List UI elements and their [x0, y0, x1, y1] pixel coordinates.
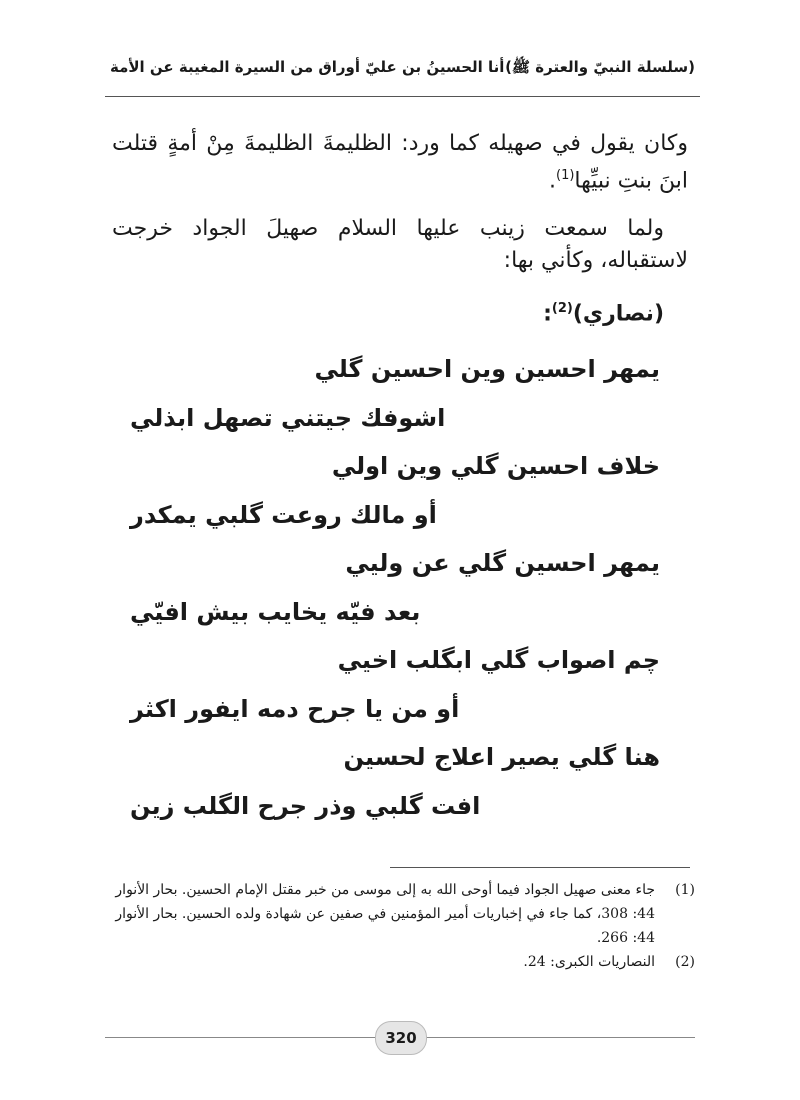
poem-line: يمهر احسين گلي عن وليي — [345, 549, 660, 577]
poem-label: (نصاري)$^{(2)}$: — [543, 301, 664, 327]
poem-line: خلاف احسين گلي وين اولي — [331, 452, 660, 480]
poem-line: اشوفك جيتني تصهل ابذلي — [130, 403, 446, 432]
paragraph: وكان يقول في صهيله كما ورد: الظليمةَ الظليمةَ مِنْ أمةٍ قتلت ابنَ بنتِ نبيِّها$^{(1)}$. — [112, 131, 688, 194]
footnote-ref[interactable]: (2) — [551, 301, 573, 317]
footnote: (1) جاء معنى صهيل الجواد فيما أوحى الله به إلى موسى من خبر مقتل الإمام الحسين. بحار الأنوار 44: 308، كما جاء في إخباريات أمير المؤمنين في صفين عن شهادة ولده الحسين. بحار الأنوار 44: 266. — [115, 882, 695, 946]
paragraph: ولما سمعت زينب عليها السلام صهيلَ الجواد خرجت لاستقباله، وكأني بها: — [112, 216, 688, 274]
poem-line: بعد فيّه يخايب بيش افيّي — [130, 597, 421, 626]
poem-line: يمهر احسين وين احسين گلي — [314, 355, 660, 383]
page-number-rule-left — [105, 1037, 375, 1038]
poem — [0, 345, 800, 830]
running-header — [110, 58, 695, 80]
poem-line: چم اصواب گلي ابگلب اخيي — [337, 646, 660, 674]
book-title: أنا الحسينُ بن عليّ أوراق من السيرة المغيبة عن الأمة — [110, 58, 505, 76]
poem-line: افت گلبي وذر جرح الگلب زين — [130, 791, 481, 820]
poem-line: أو من يا جرح دمه ايفور اكثر — [130, 694, 460, 723]
footnotes — [110, 878, 695, 974]
header-rule — [105, 96, 700, 97]
page-number: 320 — [375, 1021, 427, 1055]
body-text — [112, 128, 688, 347]
page-number-rule-right — [425, 1037, 695, 1038]
footnote-ref[interactable]: (1) — [555, 168, 575, 183]
footnote-rule — [390, 867, 690, 868]
poem-line: أو مالك روعت گلبي يمكدر — [130, 500, 437, 529]
poem-line: هنا گلي يصير اعلاج لحسين — [343, 743, 660, 771]
footnote: (2) النصاريات الكبرى: 24. — [523, 954, 695, 970]
series-title: (سلسلة النبيّ والعترة ﷺ) — [505, 58, 695, 76]
